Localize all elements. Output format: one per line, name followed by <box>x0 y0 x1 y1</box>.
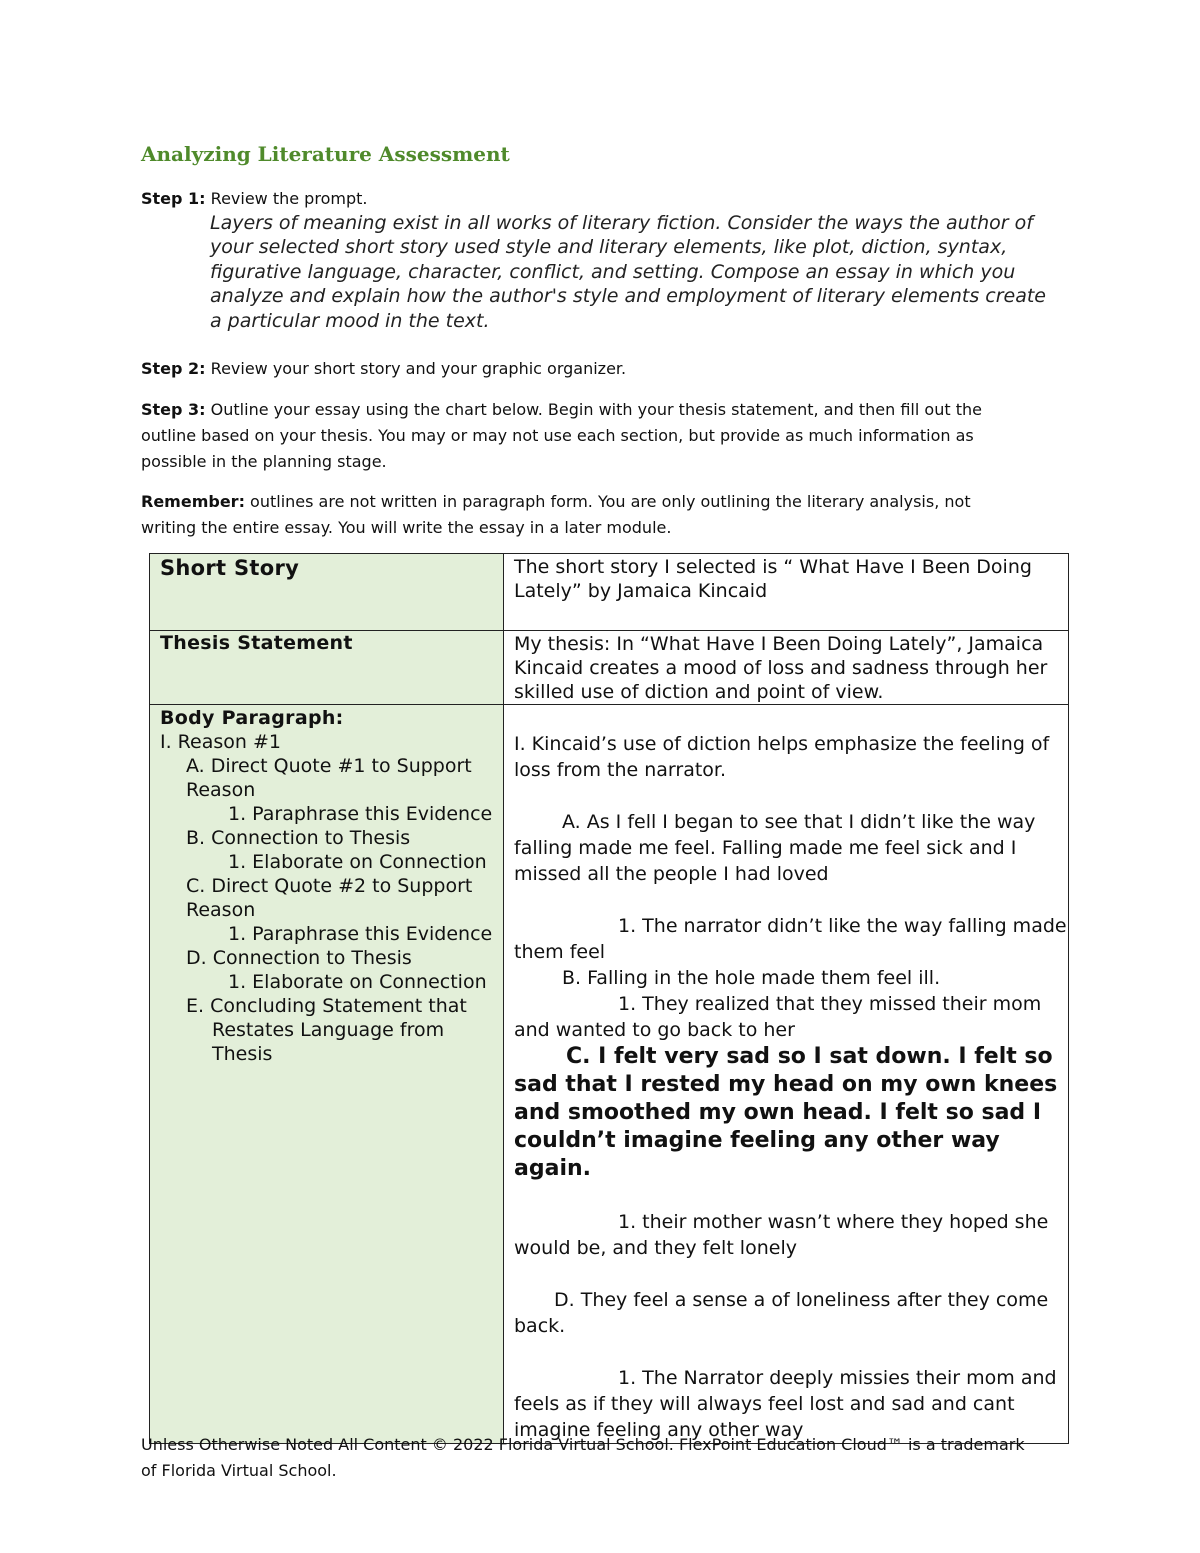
answer-paraphrase-c: 1. their mother wasn’t where they hoped she would be, and they felt lonely <box>514 1211 1049 1259</box>
remember-note <box>141 489 1021 541</box>
answer-quote-c: C. I felt very sad so I sat down. I felt so sad that I rested my head on my own knees and smoothed my own head. I felt so sad I couldn’t imagine feeling any other way again. <box>514 1044 1058 1181</box>
table-row <box>150 554 1069 631</box>
footer-copyright: Unless Otherwise Noted All Content © 2022 Florida Virtual School. FlexPoint Education Cloud™ is a trademark of Florida Virtual School. <box>141 1435 1025 1480</box>
outline-item: 1. Elaborate on Connection <box>228 851 487 873</box>
outline-table <box>149 553 1069 1444</box>
thesis-label: Thesis Statement <box>160 632 353 654</box>
step-2 <box>141 356 1021 382</box>
outline-item: A. Direct Quote #1 to Support Reason <box>186 755 472 801</box>
body-paragraph-label: Body Paragraph: <box>160 707 344 729</box>
list-number: C. <box>566 1044 591 1069</box>
body-label-cell <box>150 705 504 1444</box>
list-number: 1. <box>618 1211 637 1233</box>
short-story-value: The short story I selected is “ What Have I Been Doing Lately” by Jamaica Kincaid <box>514 556 1032 602</box>
body-answers-cell <box>504 705 1069 1444</box>
outline-item: 1. Paraphrase this Evidence <box>228 923 493 945</box>
answer-connection-d: D. They feel a sense a of loneliness after they come back. <box>514 1289 1049 1337</box>
list-number: 1. <box>618 915 637 937</box>
outline-item: 1. Paraphrase this Evidence <box>228 803 493 825</box>
step-label: Step 2: <box>141 359 206 378</box>
list-number: 1. <box>618 993 637 1015</box>
outline-item: 1. Elaborate on Connection <box>228 971 487 993</box>
table-row <box>150 705 1069 1444</box>
outline-item: D. Connection to Thesis <box>186 947 412 969</box>
answer-connection-b: B. Falling in the hole made them feel ill. <box>562 967 941 989</box>
step-text: Review the prompt. <box>205 189 368 208</box>
outline-item: C. Direct Quote #2 to Support Reason <box>186 875 473 921</box>
step-label: Step 1: <box>141 189 206 208</box>
answer-elaborate-d: 1. The Narrator deeply missies their mom and feels as if they will always feel lost and sad and cant imagine feeling any other way <box>514 1367 1057 1441</box>
outline-item: I. Reason #1 <box>160 731 281 753</box>
outline-item: B. Connection to Thesis <box>186 827 411 849</box>
answer-quote-a: A. As I fell I began to see that I didn’t like the way falling made me feel. Falling made me feel sick and I missed all the people I had loved <box>514 811 1036 885</box>
step-label: Step 3: <box>141 400 206 419</box>
step-1 <box>141 186 1021 212</box>
thesis-label-cell <box>150 631 504 705</box>
outline-item: E. Concluding Statement that <box>186 995 467 1017</box>
body-answers <box>514 705 1068 1443</box>
list-number: 1. <box>618 1367 637 1389</box>
remember-label: Remember: <box>141 492 245 511</box>
step-text: Outline your essay using the chart below. Begin with your thesis statement, and then fill out the outline based on your thesis. You may or may not use each section, but provide as much information as possible in the planning stage. <box>141 400 982 471</box>
answer-reason: I. Kincaid’s use of diction helps emphasize the feeling of loss from the narrator. <box>514 733 1050 781</box>
thesis-value-cell <box>504 631 1069 705</box>
outline-item: Restates Language from Thesis <box>212 1019 445 1065</box>
thesis-value: My thesis: In “What Have I Been Doing Lately”, Jamaica Kincaid creates a mood of loss and sadness through her skilled use of diction and point of view. <box>514 633 1048 703</box>
table-row <box>150 631 1069 705</box>
body-outline-list <box>160 705 503 1066</box>
answer-paraphrase-a: 1. The narrator didn’t like the way falling made them feel <box>514 915 1067 963</box>
remember-text: outlines are not written in paragraph form. You are only outlining the literary analysis, not writing the entire essay. You will write the essay in a later module. <box>141 492 971 537</box>
short-story-value-cell <box>504 554 1069 631</box>
short-story-label: Short Story <box>160 556 300 580</box>
page-title: Analyzing Literature Assessment <box>141 142 510 166</box>
prompt-text: Layers of meaning exist in all works of literary fiction. Consider the ways the author of your selected short story used style and literary elements, like plot, diction, syntax, figurative language, character, conflict, and setting. Compose an essay in which you analyze and explain how the author's style and employment of literary elements create a particular mood in the text. <box>210 212 1046 332</box>
step-3 <box>141 397 1021 475</box>
step-text: Review your short story and your graphic organizer. <box>205 359 627 378</box>
short-story-label-cell <box>150 554 504 631</box>
answer-elaborate-b: 1. They realized that they missed their mom and wanted to go back to her <box>514 993 1042 1041</box>
